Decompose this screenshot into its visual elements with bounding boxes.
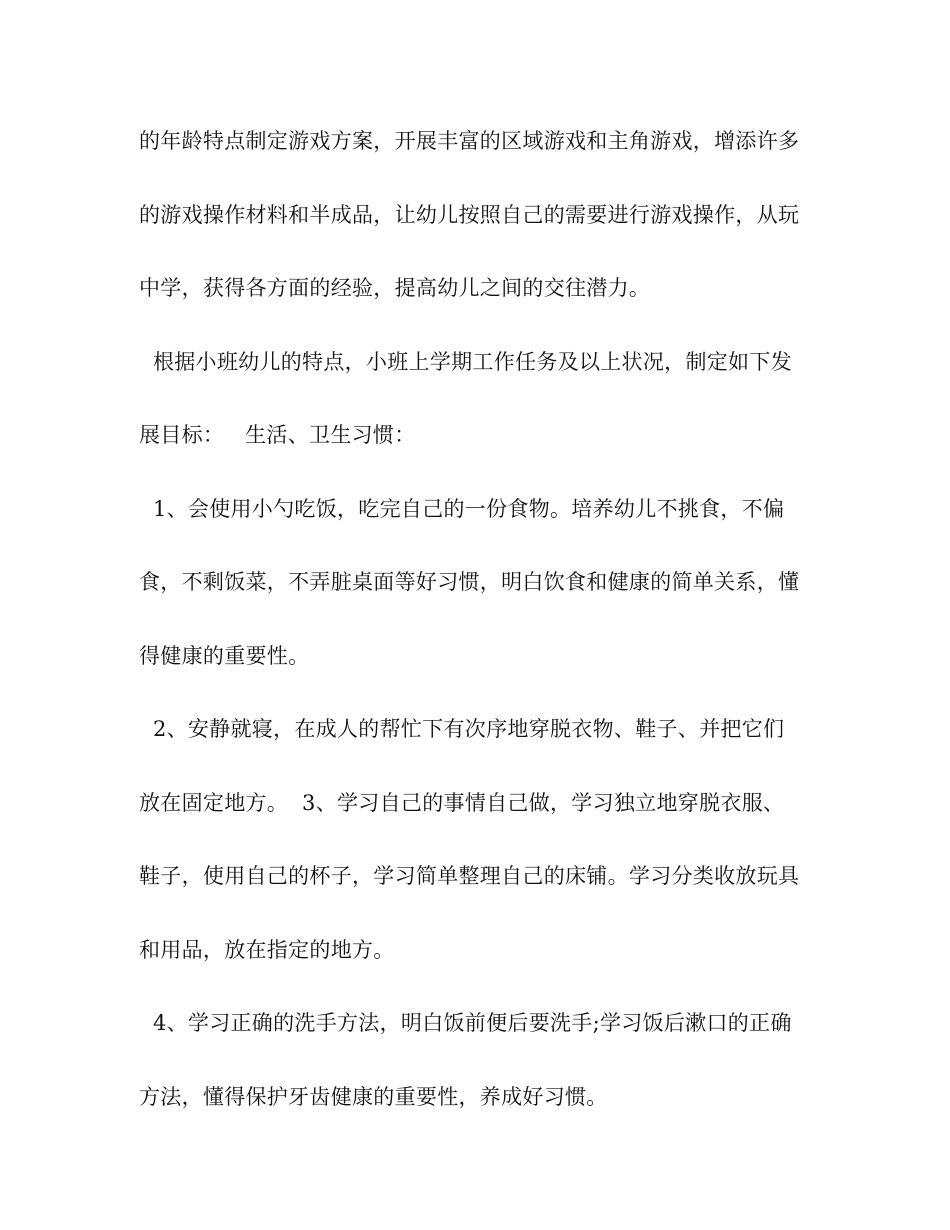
text-line: 和用品，放在指定的地方。 <box>139 937 395 962</box>
text-line: 展目标： 生活、卫生习惯： <box>139 423 416 447</box>
text-line: 方法，懂得保护牙齿健康的重要性，养成好习惯。 <box>139 1084 608 1109</box>
text-line: 2、安静就寝，在成人的帮忙下有次序地穿脱衣物、鞋子、并把它们 <box>139 717 785 741</box>
text-line: 4、学习正确的洗手方法，明白饭前便后要洗手;学习饭后漱口的正确 <box>139 1011 792 1035</box>
text-line: 的游戏操作材料和半成品，让幼儿按照自己的需要进行游戏操作，从玩 <box>139 202 800 227</box>
text-line: 鞋子，使用自己的杯子，学习简单整理自己的床铺。学习分类收放玩具 <box>139 864 800 888</box>
text-line: 的年龄特点制定游戏方案，开展丰富的区域游戏和主角游戏，增添许多 <box>139 129 800 153</box>
text-line: 根据小班幼儿的特点，小班上学期工作任务及以上状况，制定如下发 <box>139 349 792 374</box>
document-body <box>139 122 819 1151</box>
text-line: 得健康的重要性。 <box>139 643 310 668</box>
text-line: 食，不剩饭菜，不弄脏桌面等好习惯，明白饮食和健康的简单关系，懂 <box>139 570 800 594</box>
text-line: 中学，获得各方面的经验，提高幼儿之间的交往潜力。 <box>139 276 651 300</box>
text-line: 放在固定地方。 3、学习自己的事情自己做，学习独立地穿脱衣服、 <box>139 790 785 815</box>
text-line: 1、会使用小勺吃饭，吃完自己的一份食物。培养幼儿不挑食，不偏 <box>139 496 785 521</box>
